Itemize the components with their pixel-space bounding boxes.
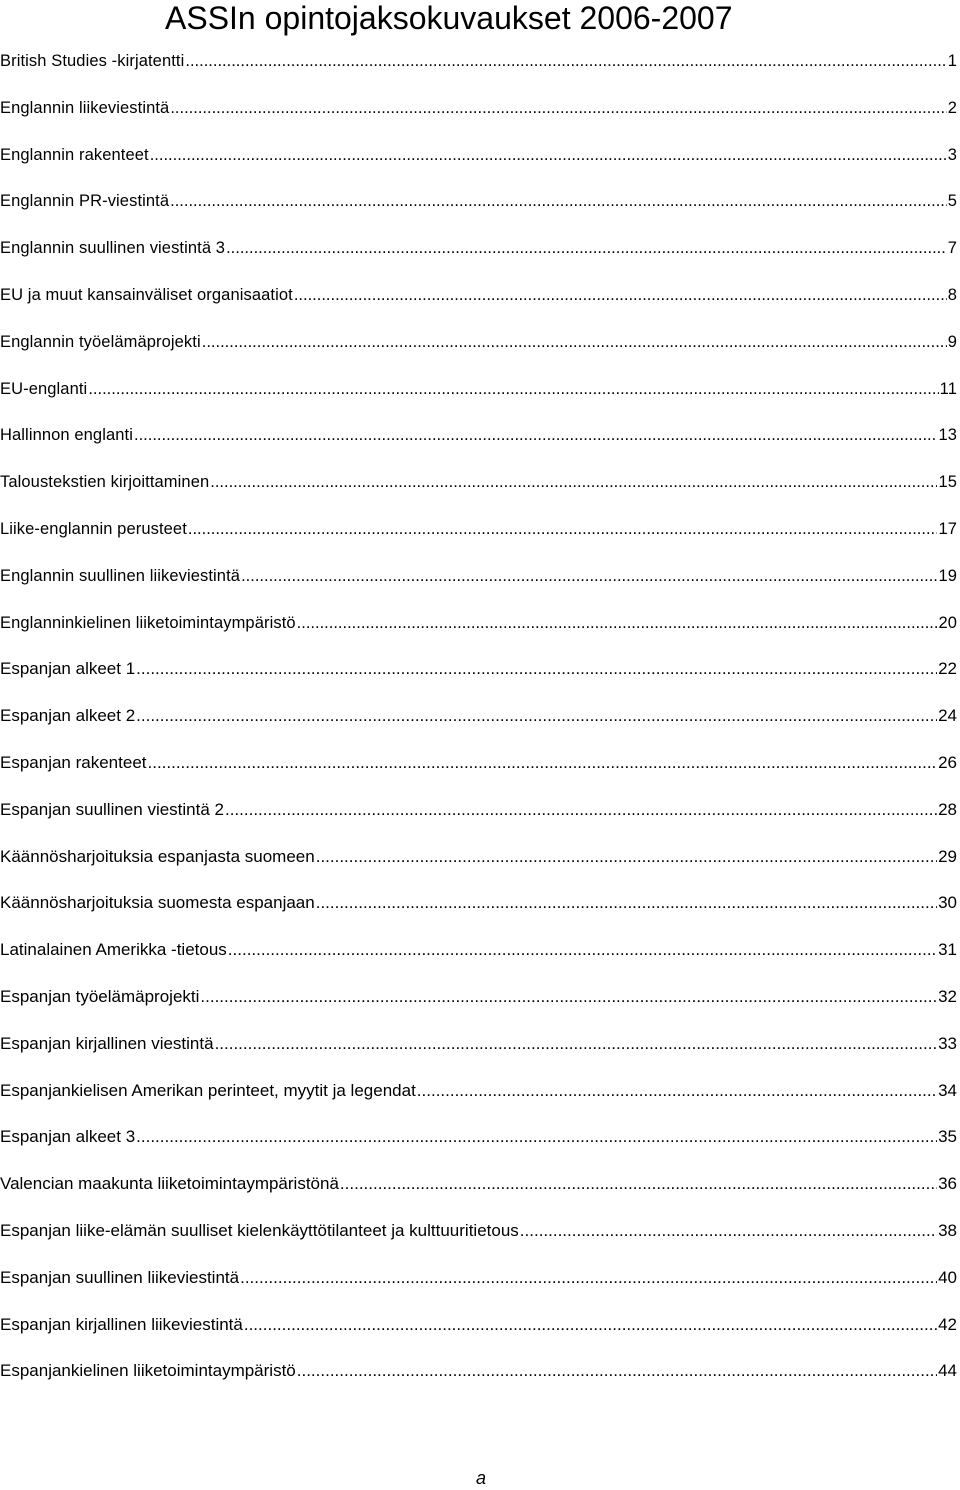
toc-entry-title: Espanjan alkeet 3 — [0, 1127, 136, 1147]
toc-dot-leader — [188, 506, 938, 553]
toc-dot-leader — [185, 38, 946, 85]
toc-page-number: 9 — [947, 332, 957, 351]
toc-entry-title: Espanjan työelämäprojekti — [0, 986, 200, 1006]
toc-entry-title: Englannin työelämäprojekti — [0, 332, 201, 351]
toc-entry-title: Espanjan alkeet 1 — [0, 659, 136, 679]
toc-entry-title: Espanjan alkeet 2 — [0, 706, 136, 726]
toc-dot-leader — [88, 366, 938, 413]
toc-dot-leader — [225, 787, 937, 834]
toc-dot-leader — [297, 600, 938, 647]
toc-entry[interactable] — [0, 1348, 957, 1395]
toc-page-number: 15 — [938, 473, 957, 492]
toc-entry[interactable] — [0, 1161, 957, 1208]
toc-dot-leader — [244, 1302, 937, 1349]
toc-dot-leader — [150, 132, 947, 179]
toc-entry-title: Liike-englannin perusteet — [0, 519, 187, 538]
toc-entry[interactable] — [0, 366, 957, 413]
document-title: ASSIn opintojaksokuvaukset 2006-2007 — [165, 0, 733, 36]
toc-entry[interactable] — [0, 506, 957, 553]
toc-page-number: 44 — [938, 1361, 957, 1381]
toc-dot-leader — [240, 1255, 937, 1302]
toc-page-number: 38 — [938, 1220, 957, 1240]
toc-dot-leader — [316, 834, 937, 881]
toc-dot-leader — [170, 178, 947, 225]
toc-entry[interactable] — [0, 1021, 957, 1068]
toc-entry-title: Espanjankielisen Amerikan perinteet, myytit ja legendat — [0, 1080, 416, 1100]
toc-page-number: 24 — [938, 706, 957, 726]
toc-page-number: 5 — [947, 192, 957, 211]
toc-entry[interactable] — [0, 740, 957, 787]
toc-page-number: 34 — [938, 1080, 957, 1100]
toc-dot-leader — [136, 1114, 937, 1161]
toc-entry-title: British Studies -kirjatentti — [0, 52, 185, 70]
table-of-contents — [0, 38, 957, 1395]
toc-dot-leader — [340, 1161, 937, 1208]
toc-entry[interactable] — [0, 927, 957, 974]
toc-entry-title: Taloustekstien kirjoittaminen — [0, 473, 210, 492]
toc-entry[interactable] — [0, 319, 957, 366]
toc-dot-leader — [215, 1021, 938, 1068]
toc-entry[interactable] — [0, 38, 957, 85]
toc-page-number: 8 — [947, 285, 957, 304]
toc-page-number: 19 — [938, 566, 957, 585]
toc-page-number: 26 — [938, 752, 957, 772]
toc-page-number: 30 — [938, 893, 957, 913]
toc-entry-title: Latinalainen Amerikka -tietous — [0, 940, 227, 960]
toc-page-number: 33 — [938, 1033, 957, 1053]
toc-entry[interactable] — [0, 1302, 957, 1349]
toc-entry-title: Espanjan liike-elämän suulliset kielenkäyttötilanteet ja kulttuuritietous — [0, 1220, 519, 1240]
toc-dot-leader — [297, 1348, 937, 1395]
toc-entry[interactable] — [0, 1068, 957, 1115]
toc-entry-title: Espanjan suullinen viestintä 2 — [0, 799, 224, 819]
toc-entry[interactable] — [0, 974, 957, 1021]
toc-entry[interactable] — [0, 132, 957, 179]
toc-entry-title: Englannin suullinen liikeviestintä — [0, 566, 241, 585]
toc-entry-title: Espanjan rakenteet — [0, 752, 147, 772]
toc-page-number: 11 — [939, 379, 957, 398]
toc-dot-leader — [148, 740, 938, 787]
toc-page-number: 3 — [947, 145, 957, 164]
toc-page-number: 40 — [938, 1267, 957, 1287]
toc-entry-title: Hallinnon englanti — [0, 426, 133, 445]
toc-entry[interactable] — [0, 178, 957, 225]
toc-entry[interactable] — [0, 225, 957, 272]
toc-entry-title: Englannin suullinen viestintä 3 — [0, 239, 226, 258]
toc-page-number: 42 — [938, 1314, 957, 1334]
toc-dot-leader — [210, 459, 937, 506]
toc-page-number: 22 — [938, 659, 957, 679]
toc-entry-title: Englannin PR-viestintä — [0, 192, 170, 211]
toc-entry[interactable] — [0, 834, 957, 881]
toc-page-number: 13 — [938, 426, 957, 445]
toc-page-number: 2 — [947, 98, 957, 117]
toc-entry[interactable] — [0, 646, 957, 693]
toc-entry-title: Englannin rakenteet — [0, 145, 149, 164]
toc-dot-leader — [316, 880, 937, 927]
toc-dot-leader — [241, 553, 937, 600]
toc-page-number: 7 — [947, 239, 957, 258]
toc-entry-title: Käännösharjoituksia espanjasta suomeen — [0, 846, 315, 866]
toc-entry[interactable] — [0, 693, 957, 740]
toc-dot-leader — [226, 225, 947, 272]
toc-dot-leader — [228, 927, 937, 974]
toc-entry-title: Valencian maakunta liiketoimintaympäristönä — [0, 1174, 339, 1194]
toc-dot-leader — [202, 319, 947, 366]
toc-entry-title: Espanjan kirjallinen liikeviestintä — [0, 1314, 243, 1334]
toc-dot-leader — [136, 693, 937, 740]
toc-entry[interactable] — [0, 272, 957, 319]
toc-entry[interactable] — [0, 553, 957, 600]
toc-entry-title: Englanninkielinen liiketoimintaympäristö — [0, 613, 296, 632]
toc-dot-leader — [200, 974, 937, 1021]
toc-page-number: 20 — [938, 613, 957, 632]
toc-entry[interactable] — [0, 600, 957, 647]
toc-page-number: 35 — [938, 1127, 957, 1147]
toc-entry[interactable] — [0, 85, 957, 132]
toc-dot-leader — [170, 85, 946, 132]
toc-page-number: 36 — [938, 1174, 957, 1194]
toc-entry[interactable] — [0, 1255, 957, 1302]
toc-dot-leader — [417, 1068, 937, 1115]
toc-entry-title: Espanjan kirjallinen viestintä — [0, 1033, 214, 1053]
toc-page-number: 29 — [938, 846, 957, 866]
toc-page-number: 31 — [938, 940, 957, 960]
toc-page-number: 32 — [938, 986, 957, 1006]
toc-dot-leader — [520, 1208, 937, 1255]
toc-page-number: 17 — [938, 519, 957, 538]
toc-entry[interactable] — [0, 1114, 957, 1161]
page-footer-mark: a — [476, 1468, 487, 1488]
toc-entry[interactable] — [0, 1208, 957, 1255]
toc-page-number: 1 — [947, 52, 957, 70]
toc-entry-title: EU ja muut kansainväliset organisaatiot — [0, 285, 293, 304]
toc-entry-title: Englannin liikeviestintä — [0, 98, 170, 117]
toc-dot-leader — [294, 272, 947, 319]
toc-entry[interactable] — [0, 787, 957, 834]
toc-dot-leader — [136, 646, 937, 693]
toc-dot-leader — [134, 412, 937, 459]
toc-page-number: 28 — [938, 799, 957, 819]
toc-entry-title: Espanjankielinen liiketoimintaympäristö — [0, 1361, 296, 1381]
toc-entry-title: Käännösharjoituksia suomesta espanjaan — [0, 893, 315, 913]
toc-entry[interactable] — [0, 459, 957, 506]
toc-entry[interactable] — [0, 880, 957, 927]
toc-entry[interactable] — [0, 412, 957, 459]
toc-entry-title: Espanjan suullinen liikeviestintä — [0, 1267, 240, 1287]
toc-entry-title: EU-englanti — [0, 379, 88, 398]
